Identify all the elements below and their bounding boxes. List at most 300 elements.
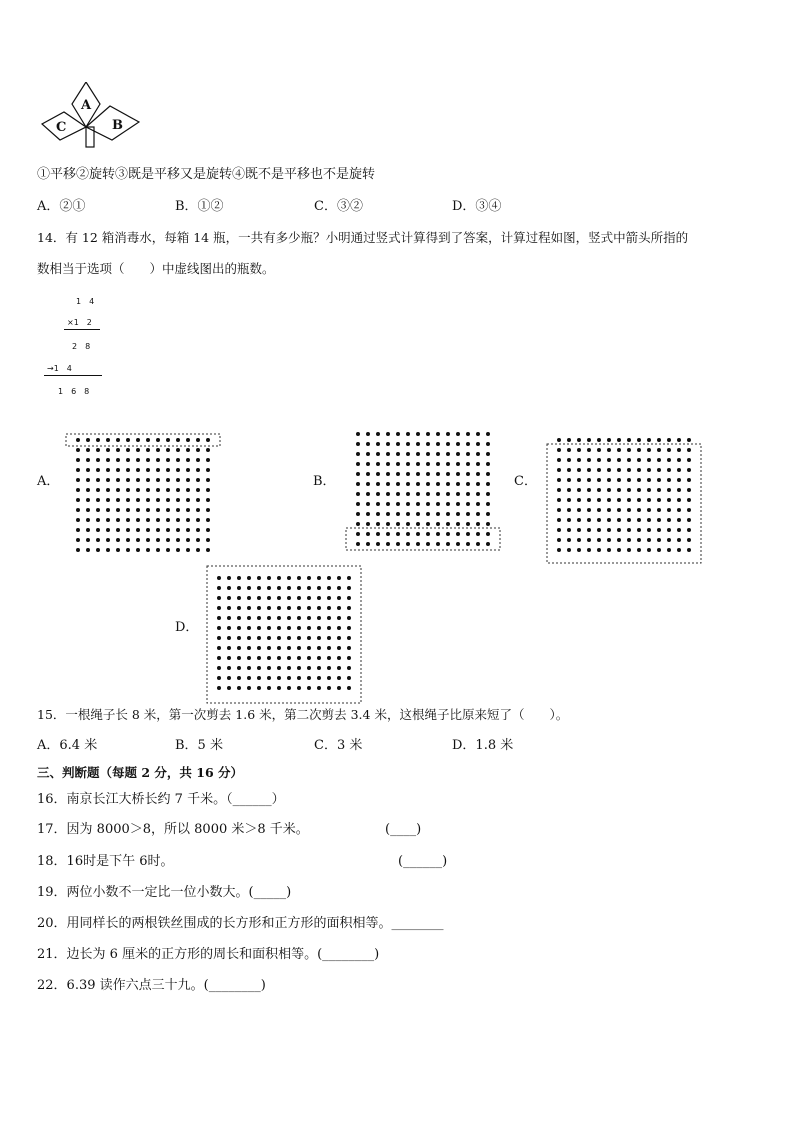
bottle-dot bbox=[126, 528, 130, 532]
bottle-dot bbox=[196, 478, 200, 482]
bottle-dot bbox=[376, 512, 380, 516]
bottle-dot bbox=[466, 482, 470, 486]
bottle-dot bbox=[667, 488, 671, 492]
bottle-dot bbox=[657, 498, 661, 502]
bottle-dot bbox=[657, 528, 661, 532]
bottle-dot bbox=[607, 528, 611, 532]
bottle-dot bbox=[687, 468, 691, 472]
bottle-dot bbox=[297, 616, 301, 620]
bottle-dot bbox=[146, 548, 150, 552]
calc-row3: 2 8 bbox=[72, 342, 91, 351]
bottle-dot bbox=[166, 468, 170, 472]
bottle-dot bbox=[96, 448, 100, 452]
bottle-dot bbox=[386, 522, 390, 526]
bottle-dot bbox=[677, 438, 681, 442]
bottle-dot bbox=[257, 576, 261, 580]
bottle-dot bbox=[647, 468, 651, 472]
bottle-dot bbox=[366, 512, 370, 516]
bottle-dot bbox=[227, 626, 231, 630]
bottle-dot bbox=[557, 508, 561, 512]
bottle-dot bbox=[307, 686, 311, 690]
bottle-dot bbox=[257, 596, 261, 600]
bottle-dot bbox=[96, 548, 100, 552]
bottle-dot bbox=[227, 586, 231, 590]
bottle-dot bbox=[176, 478, 180, 482]
bottle-dot bbox=[267, 676, 271, 680]
judgement-20[interactable]: 20．用同样长的两根铁丝围成的长方形和正方形的面积相等。________ bbox=[37, 916, 444, 931]
bottle-dot bbox=[146, 468, 150, 472]
dot-grid-d[interactable] bbox=[205, 564, 363, 705]
bottle-dot bbox=[287, 576, 291, 580]
bottle-dot bbox=[337, 576, 341, 580]
bottle-dot bbox=[376, 502, 380, 506]
judgement-18-blank[interactable]: (______) bbox=[398, 854, 448, 869]
bottle-dot bbox=[667, 438, 671, 442]
bottle-dot bbox=[607, 538, 611, 542]
bottle-dot bbox=[166, 458, 170, 462]
bottle-dot bbox=[287, 606, 291, 610]
judgement-19[interactable]: 19．两位小数不一定比一位小数大。(_____) bbox=[37, 885, 292, 900]
bottle-dot bbox=[176, 508, 180, 512]
bottle-dot bbox=[166, 488, 170, 492]
bottle-dot bbox=[186, 528, 190, 532]
bottle-dot bbox=[247, 676, 251, 680]
bottle-dot bbox=[617, 548, 621, 552]
bottle-dot bbox=[307, 616, 311, 620]
q15-option-a[interactable]: A．6.4 米 bbox=[37, 738, 98, 753]
bottle-dot bbox=[436, 462, 440, 466]
bottle-dot bbox=[476, 502, 480, 506]
bottle-dot bbox=[436, 542, 440, 546]
bottle-dot bbox=[337, 596, 341, 600]
bottle-dot bbox=[86, 488, 90, 492]
bottle-dot bbox=[297, 606, 301, 610]
bottle-dot bbox=[96, 468, 100, 472]
bottle-dot bbox=[327, 576, 331, 580]
bottle-dot bbox=[627, 448, 631, 452]
bottle-dot bbox=[607, 438, 611, 442]
bottle-dot bbox=[206, 438, 210, 442]
bottle-dot bbox=[186, 538, 190, 542]
bottle-dot bbox=[657, 488, 661, 492]
bottle-dot bbox=[146, 518, 150, 522]
bottle-dot bbox=[687, 518, 691, 522]
bottle-dot bbox=[677, 478, 681, 482]
bottle-dot bbox=[446, 522, 450, 526]
bottle-dot bbox=[96, 458, 100, 462]
bottle-dot bbox=[376, 542, 380, 546]
bottle-dot bbox=[567, 438, 571, 442]
q13-option-d[interactable]: D．③④ bbox=[452, 199, 502, 214]
bottle-dot bbox=[406, 442, 410, 446]
bottle-dot bbox=[126, 438, 130, 442]
bottle-dot bbox=[637, 488, 641, 492]
q13-option-b[interactable]: B．①② bbox=[175, 199, 224, 214]
bottle-dot bbox=[327, 686, 331, 690]
bottle-dot bbox=[416, 522, 420, 526]
bottle-dot bbox=[436, 492, 440, 496]
bottle-dot bbox=[557, 518, 561, 522]
bottle-dot bbox=[637, 468, 641, 472]
bottle-dot bbox=[277, 656, 281, 660]
bottle-dot bbox=[406, 522, 410, 526]
bottle-dot bbox=[366, 532, 370, 536]
q15-option-d[interactable]: D．1.8 米 bbox=[452, 738, 514, 753]
bottle-dot bbox=[247, 666, 251, 670]
bottle-dot bbox=[156, 478, 160, 482]
q15-option-c[interactable]: C．3 米 bbox=[314, 738, 363, 753]
bottle-dot bbox=[196, 448, 200, 452]
bottle-dot bbox=[446, 442, 450, 446]
bottle-dot bbox=[237, 586, 241, 590]
bottle-dot bbox=[406, 452, 410, 456]
bottle-dot bbox=[217, 646, 221, 650]
bottle-dot bbox=[406, 472, 410, 476]
bottle-dot bbox=[426, 502, 430, 506]
bottle-dot bbox=[356, 442, 360, 446]
bottle-dot bbox=[116, 488, 120, 492]
bottle-dot bbox=[116, 458, 120, 462]
bottle-dot bbox=[337, 666, 341, 670]
bottle-dot bbox=[476, 462, 480, 466]
bottle-dot bbox=[176, 538, 180, 542]
bottle-dot bbox=[257, 616, 261, 620]
bottle-dot bbox=[366, 452, 370, 456]
bottle-dot bbox=[347, 686, 351, 690]
bottle-dot bbox=[217, 686, 221, 690]
bottle-dot bbox=[366, 522, 370, 526]
bottle-dot bbox=[406, 502, 410, 506]
bottle-dot bbox=[406, 512, 410, 516]
bottle-dot bbox=[277, 596, 281, 600]
bottle-dot bbox=[677, 518, 681, 522]
bottle-dot bbox=[436, 512, 440, 516]
bottle-dot bbox=[557, 448, 561, 452]
bottle-dot bbox=[567, 528, 571, 532]
bottle-dot bbox=[416, 442, 420, 446]
bottle-dot bbox=[647, 548, 651, 552]
bottle-dot bbox=[627, 508, 631, 512]
bottle-dot bbox=[136, 498, 140, 502]
bottle-dot bbox=[277, 586, 281, 590]
bottle-dot bbox=[426, 522, 430, 526]
bottle-dot bbox=[667, 458, 671, 462]
bottle-dot bbox=[186, 448, 190, 452]
bottle-dot bbox=[677, 498, 681, 502]
bottle-dot bbox=[466, 492, 470, 496]
bottle-dot bbox=[267, 666, 271, 670]
bottle-dot bbox=[617, 458, 621, 462]
bottle-dot bbox=[186, 478, 190, 482]
bottle-dot bbox=[76, 538, 80, 542]
bottle-dot bbox=[446, 542, 450, 546]
bottle-dot bbox=[677, 508, 681, 512]
bottle-dot bbox=[267, 646, 271, 650]
bottle-dot bbox=[166, 548, 170, 552]
bottle-dot bbox=[667, 448, 671, 452]
bottle-dot bbox=[466, 442, 470, 446]
bottle-dot bbox=[267, 656, 271, 660]
bottle-dot bbox=[196, 438, 200, 442]
bottle-dot bbox=[277, 666, 281, 670]
bottle-dot bbox=[657, 478, 661, 482]
bottle-dot bbox=[597, 548, 601, 552]
bottle-dot bbox=[106, 518, 110, 522]
bottle-dot bbox=[436, 452, 440, 456]
bottle-dot bbox=[446, 512, 450, 516]
bottle-dot bbox=[597, 498, 601, 502]
bottle-dot bbox=[567, 508, 571, 512]
dot-grid-b[interactable] bbox=[344, 416, 502, 559]
bottle-dot bbox=[247, 646, 251, 650]
bottle-dot bbox=[327, 656, 331, 660]
bottle-dot bbox=[206, 538, 210, 542]
bottle-dot bbox=[657, 548, 661, 552]
bottle-dot bbox=[106, 498, 110, 502]
bottle-dot bbox=[567, 448, 571, 452]
bottle-dot bbox=[416, 492, 420, 496]
q15-option-b[interactable]: B．5 米 bbox=[175, 738, 223, 753]
bottle-dot bbox=[476, 472, 480, 476]
bottle-dot bbox=[557, 498, 561, 502]
bottle-dot bbox=[347, 576, 351, 580]
bottle-dot bbox=[116, 538, 120, 542]
bottle-dot bbox=[687, 498, 691, 502]
bottle-dot bbox=[106, 488, 110, 492]
bottle-dot bbox=[436, 532, 440, 536]
bottle-dot bbox=[327, 626, 331, 630]
bottle-dot bbox=[426, 542, 430, 546]
bottle-dot bbox=[597, 538, 601, 542]
bottle-dot bbox=[347, 616, 351, 620]
bottle-dot bbox=[396, 492, 400, 496]
q14-option-d-label[interactable]: D． bbox=[175, 620, 199, 635]
bottle-dot bbox=[416, 482, 420, 486]
bottle-dot bbox=[267, 586, 271, 590]
bottle-dot bbox=[337, 646, 341, 650]
bottle-dot bbox=[186, 468, 190, 472]
judgement-16[interactable]: 16．南京长江大桥长约 7 千米。（______） bbox=[37, 792, 285, 807]
bottle-dot bbox=[466, 522, 470, 526]
bottle-dot bbox=[687, 478, 691, 482]
bottle-dot bbox=[166, 518, 170, 522]
bottle-dot bbox=[86, 478, 90, 482]
bottle-dot bbox=[76, 488, 80, 492]
bottle-dot bbox=[347, 626, 351, 630]
bottle-dot bbox=[426, 452, 430, 456]
bottle-dot bbox=[597, 528, 601, 532]
dot-grid-c[interactable] bbox=[545, 424, 703, 565]
bottle-dot bbox=[386, 532, 390, 536]
dot-grid-a[interactable] bbox=[64, 424, 222, 565]
bottle-dot bbox=[677, 448, 681, 452]
judgement-17[interactable]: 17．因为 8000＞8，所以 8000 米＞8 千米。 bbox=[37, 822, 309, 837]
bottle-dot bbox=[476, 492, 480, 496]
bottle-dot bbox=[436, 442, 440, 446]
bottle-dot bbox=[176, 448, 180, 452]
bottle-dot bbox=[356, 482, 360, 486]
bottle-dot bbox=[416, 432, 420, 436]
bottle-dot bbox=[667, 468, 671, 472]
bottle-dot bbox=[186, 508, 190, 512]
bottle-dot bbox=[557, 468, 561, 472]
q13-option-c[interactable]: C．③② bbox=[314, 199, 363, 214]
bottle-dot bbox=[436, 502, 440, 506]
bottle-dot bbox=[386, 492, 390, 496]
bottle-dot bbox=[116, 508, 120, 512]
bottle-dot bbox=[247, 616, 251, 620]
bottle-dot bbox=[366, 482, 370, 486]
bottle-dot bbox=[567, 488, 571, 492]
bottle-dot bbox=[337, 676, 341, 680]
bottle-dot bbox=[156, 518, 160, 522]
bottle-dot bbox=[176, 518, 180, 522]
judgement-17-blank[interactable]: (____) bbox=[385, 822, 422, 837]
bottle-dot bbox=[376, 462, 380, 466]
bottle-dot bbox=[436, 522, 440, 526]
bottle-dot bbox=[277, 626, 281, 630]
bottle-dot bbox=[456, 472, 460, 476]
figure-label-c: C bbox=[56, 120, 67, 135]
bottle-dot bbox=[647, 518, 651, 522]
bottle-dot bbox=[637, 448, 641, 452]
bottle-dot bbox=[86, 548, 90, 552]
bottle-dot bbox=[136, 438, 140, 442]
bottle-dot bbox=[627, 438, 631, 442]
bottle-dot bbox=[116, 528, 120, 532]
bottle-dot bbox=[287, 646, 291, 650]
bottle-dot bbox=[347, 606, 351, 610]
bottle-dot bbox=[267, 686, 271, 690]
bottle-dot bbox=[667, 538, 671, 542]
bottle-dot bbox=[587, 468, 591, 472]
bottle-dot bbox=[156, 538, 160, 542]
bottle-dot bbox=[76, 438, 80, 442]
bottle-dot bbox=[476, 482, 480, 486]
bottle-dot bbox=[446, 532, 450, 536]
bottle-dot bbox=[406, 432, 410, 436]
bottle-dot bbox=[356, 512, 360, 516]
bottle-dot bbox=[116, 498, 120, 502]
judgement-21[interactable]: 21．边长为 6 厘米的正方形的周长和面积相等。(________) bbox=[37, 947, 380, 962]
bottle-dot bbox=[317, 646, 321, 650]
bottle-dot bbox=[247, 686, 251, 690]
bottle-dot bbox=[227, 666, 231, 670]
q14-option-b-label[interactable]: B． bbox=[313, 474, 336, 489]
bottle-dot bbox=[347, 676, 351, 680]
bottle-dot bbox=[136, 538, 140, 542]
bottle-dot bbox=[237, 626, 241, 630]
bottle-dot bbox=[257, 586, 261, 590]
bottle-dot bbox=[307, 636, 311, 640]
bottle-dot bbox=[406, 542, 410, 546]
bottle-dot bbox=[436, 432, 440, 436]
bottle-dot bbox=[76, 468, 80, 472]
bottle-dot bbox=[607, 508, 611, 512]
bottle-dot bbox=[687, 458, 691, 462]
bottle-dot bbox=[386, 432, 390, 436]
bottle-dot bbox=[456, 442, 460, 446]
bottle-dot bbox=[156, 438, 160, 442]
q13-option-a[interactable]: A．②① bbox=[37, 199, 86, 214]
bottle-dot bbox=[376, 522, 380, 526]
bottle-dot bbox=[667, 508, 671, 512]
bottle-dot bbox=[156, 448, 160, 452]
bottle-dot bbox=[476, 452, 480, 456]
bottle-dot bbox=[287, 586, 291, 590]
bottle-dot bbox=[206, 468, 210, 472]
bottle-dot bbox=[307, 656, 311, 660]
bottle-dot bbox=[456, 522, 460, 526]
bottle-dot bbox=[227, 636, 231, 640]
bottle-dot bbox=[257, 656, 261, 660]
bottle-dot bbox=[587, 448, 591, 452]
q14-line1: 14．有 12 箱消毒水，每箱 14 瓶，一共有多少瓶？小明通过竖式计算得到了答案，计算过程如图，竖式中箭头所指的 bbox=[37, 230, 689, 245]
bottle-dot bbox=[396, 472, 400, 476]
bottle-dot bbox=[106, 468, 110, 472]
bottle-dot bbox=[166, 528, 170, 532]
bottle-dot bbox=[126, 508, 130, 512]
bottle-dot bbox=[287, 596, 291, 600]
judgement-22[interactable]: 22．6.39 读作六点三十九。(________) bbox=[37, 978, 266, 993]
bottle-dot bbox=[647, 478, 651, 482]
bottle-dot bbox=[667, 498, 671, 502]
figure-label-b: B bbox=[112, 118, 123, 133]
judgement-18[interactable]: 18．16时是下午 6时。 bbox=[37, 854, 174, 869]
bottle-dot bbox=[396, 502, 400, 506]
bottle-dot bbox=[277, 636, 281, 640]
bottle-dot bbox=[426, 492, 430, 496]
bottle-dot bbox=[76, 498, 80, 502]
bottle-dot bbox=[376, 482, 380, 486]
bottle-dot bbox=[176, 488, 180, 492]
bottle-dot bbox=[577, 468, 581, 472]
bottle-dot bbox=[406, 482, 410, 486]
bottle-dot bbox=[247, 656, 251, 660]
bottle-dot bbox=[587, 438, 591, 442]
q14-option-a-label[interactable]: A． bbox=[37, 474, 60, 489]
bottle-dot bbox=[446, 502, 450, 506]
bottle-dot bbox=[217, 596, 221, 600]
bottle-dot bbox=[597, 458, 601, 462]
bottle-dot bbox=[587, 488, 591, 492]
bottle-dot bbox=[627, 548, 631, 552]
bottle-dot bbox=[597, 488, 601, 492]
bottle-dot bbox=[386, 542, 390, 546]
bottle-dot bbox=[317, 626, 321, 630]
bottle-dot bbox=[146, 438, 150, 442]
bottle-dot bbox=[567, 468, 571, 472]
bottle-dot bbox=[617, 498, 621, 502]
bottle-dot bbox=[466, 462, 470, 466]
bottle-dot bbox=[146, 458, 150, 462]
dashed-selection-box bbox=[346, 528, 500, 550]
bottle-dot bbox=[156, 508, 160, 512]
q14-option-c-label[interactable]: C． bbox=[514, 474, 537, 489]
bottle-dot bbox=[356, 472, 360, 476]
bottle-dot bbox=[277, 616, 281, 620]
bottle-dot bbox=[217, 656, 221, 660]
bottle-dot bbox=[126, 468, 130, 472]
bottle-dot bbox=[237, 576, 241, 580]
bottle-dot bbox=[106, 448, 110, 452]
bottle-dot bbox=[76, 458, 80, 462]
bottle-dot bbox=[456, 452, 460, 456]
bottle-dot bbox=[96, 438, 100, 442]
bottle-dot bbox=[446, 452, 450, 456]
bottle-dot bbox=[617, 528, 621, 532]
bottle-dot bbox=[637, 458, 641, 462]
